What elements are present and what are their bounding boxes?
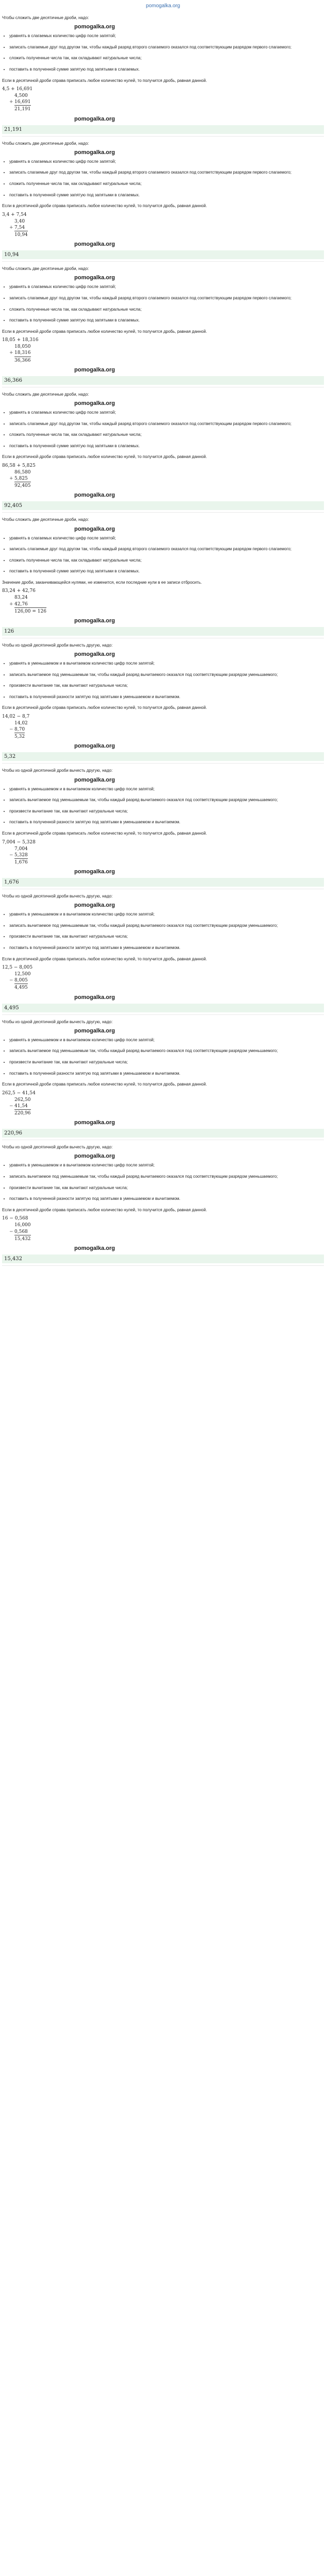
problem-expression: 86,58 + 5,825 [2, 463, 36, 468]
calc-operator: − [9, 978, 13, 984]
calc-operator: + [9, 350, 13, 356]
calc-value: 41,54 [14, 1103, 28, 1109]
problem-expression: 16 − 0,568 [2, 1216, 28, 1222]
problem-expression: 14,02 − 8,7 [2, 714, 30, 720]
rule-intro: Чтобы из одной десятичной дроби вычесть другую, надо: [2, 894, 113, 899]
rule-step: • уравнять в уменьшаемом и в вычитаемом количество цифр после запятой; [9, 1037, 324, 1043]
calc-result: 10,94 [14, 231, 28, 238]
problem-expression: 4,5 + 16,691 [2, 87, 33, 92]
rule-step: • сложить полученные числа так, как складывают натуральные числа; [9, 55, 324, 61]
solution-block [2, 889, 324, 1015]
watermark-text: pomogalka.org [74, 1153, 115, 1160]
column-calculation [9, 344, 324, 363]
rule-step: • уравнять в слагаемых количество цифр после запятой; [9, 33, 324, 39]
calc-result-row [9, 858, 324, 866]
calc-result: 21,191 [14, 105, 31, 112]
calc-operator: − [9, 852, 13, 858]
answer-line: 15,432 [2, 1255, 324, 1263]
calc-row [9, 99, 324, 105]
rule-step: • поставить в полученной сумме запятую под запятыми в слагаемых. [9, 568, 324, 574]
calc-result: 5,32 [14, 733, 25, 740]
rule-step: • произвести вычитание так, как вычитают натуральные числа; [9, 1059, 324, 1065]
rule-intro: Чтобы сложить две десятичные дроби, надо: [2, 15, 89, 20]
answer-line: 21,191 [2, 125, 324, 134]
calc-operator: + [9, 225, 13, 230]
column-calculation [9, 720, 324, 740]
rule-step: • сложить полученные числа так, как складывают натуральные числа; [9, 432, 324, 438]
column-calculation [9, 469, 324, 489]
rule-step: • записать слагаемые друг под другом так, чтобы каждый разряд второго слагаемого оказался под соответствующим разрядом первого слагаемого; [9, 295, 324, 301]
calc-result: 220,96 [14, 1109, 31, 1116]
calc-result: 1,676 [14, 858, 28, 866]
calc-result: 126,00 = 126 [14, 607, 46, 615]
rule-step: • поставить в полученной разности запятую под запятыми в уменьшаемом и вычитаемом. [9, 1196, 324, 1202]
calc-value: 7,004 [14, 846, 28, 852]
rule-step: • уравнять в уменьшаемом и в вычитаемом количество цифр после запятой; [9, 1162, 324, 1168]
answer-line: 5,32 [2, 752, 324, 761]
watermark-text: pomogalka.org [74, 115, 115, 122]
calc-value: 18,050 [14, 344, 31, 350]
problem-expression: 18,05 + 18,316 [2, 337, 39, 343]
watermark-text: pomogalka.org [74, 776, 115, 783]
rule-step: • уравнять в слагаемых количество цифр после запятой; [9, 284, 324, 290]
calc-result: 4,495 [14, 984, 28, 991]
rule-step: • записать вычитаемое под уменьшаемым так, чтобы каждый разряд вычитаемого оказался под соответствующим разрядом уменьшаемого; [9, 797, 324, 803]
calc-operator: − [9, 727, 13, 733]
solution-block [2, 11, 324, 137]
watermark-text: pomogalka.org [74, 1120, 115, 1126]
solution-block [2, 638, 324, 764]
rule-step: • записать слагаемые друг под другом так, чтобы каждый разряд второго слагаемого оказался под соответствующим разрядом первого слагаемого; [9, 170, 324, 176]
problem-expression: 12,5 − 8,005 [2, 965, 33, 971]
calc-value: 8,005 [14, 978, 28, 984]
watermark-text: pomogalka.org [74, 902, 115, 909]
rule-step: • записать слагаемые друг под другом так, чтобы каждый разряд второго слагаемого оказался под соответствующим разрядом первого слагаемого; [9, 421, 324, 427]
rule-step: • записать слагаемые друг под другом так, чтобы каждый разряд второго слагаемого оказался под соответствующим разрядом первого слагаемого; [9, 44, 324, 50]
column-calculation [9, 93, 324, 112]
rule-step: • поставить в полученной разности запятую под запятыми в уменьшаемом и вычитаемом. [9, 694, 324, 700]
calc-value: 86,580 [14, 469, 31, 475]
calc-row [9, 93, 324, 99]
calc-value: 5,328 [14, 852, 28, 858]
watermark-text: pomogalka.org [74, 869, 115, 875]
calc-value: 262,50 [14, 1097, 31, 1103]
calc-row [9, 1103, 324, 1109]
rule-step: • уравнять в уменьшаемом и в вычитаемом количество цифр после запятой; [9, 660, 324, 667]
rule-note: Если в десятичной дроби справа приписать любое количество нулей, то получится дробь, равная данной. [2, 329, 207, 334]
rule-note: Если в десятичной дроби справа приписать любое количество нулей, то получится дробь, равная данной. [2, 705, 207, 710]
rule-step: • уравнять в уменьшаемом и в вычитаемом количество цифр после запятой; [9, 911, 324, 918]
calc-value: 83,24 [14, 595, 28, 601]
rule-step: • поставить в полученной сумме запятую под запятыми в слагаемых. [9, 192, 324, 198]
watermark-text: pomogalka.org [74, 366, 115, 373]
rule-note: Если в десятичной дроби справа приписать любое количество нулей, то получится дробь, равная данной. [2, 1207, 207, 1212]
rule-note: Если в десятичной дроби справа приписать любое количество нулей, то получится дробь, равная данной. [2, 454, 207, 460]
answer-line: 36,366 [2, 376, 324, 385]
calc-operator: − [9, 1103, 13, 1109]
calc-row [9, 218, 324, 225]
rule-intro: Чтобы из одной десятичной дроби вычесть другую, надо: [2, 1145, 113, 1150]
rule-step: • записать слагаемые друг под другом так, чтобы каждый разряд второго слагаемого оказался под соответствующим разрядом первого слагаемого; [9, 546, 324, 552]
rule-note: Если в десятичной дроби справа приписать любое количество нулей, то получится дробь, равная данной. [2, 956, 207, 961]
answer-line: 92,405 [2, 501, 324, 510]
rule-note: Если в десятичной дроби справа приписать любое количество нулей, то получится дробь, равная данной. [2, 831, 207, 836]
problem-expression: 262,5 − 41,54 [2, 1090, 36, 1096]
calc-operator: + [9, 99, 13, 105]
solution-block [2, 387, 324, 513]
calc-result-row [9, 1235, 324, 1242]
calc-row [9, 469, 324, 476]
calc-row [9, 846, 324, 852]
watermark-text: pomogalka.org [74, 526, 115, 532]
calc-row [9, 1097, 324, 1103]
calc-result: 15,432 [14, 1235, 31, 1242]
watermark-text: pomogalka.org [74, 149, 115, 156]
watermark-text: pomogalka.org [74, 275, 115, 281]
rule-steps [2, 786, 324, 825]
solutions-list [2, 11, 324, 1266]
calc-value: 5,825 [14, 476, 28, 482]
rule-step: • произвести вычитание так, как вычитают натуральные числа; [9, 683, 324, 689]
calc-result-row [9, 984, 324, 991]
calc-result-row [9, 607, 324, 615]
solution-block [2, 1140, 324, 1266]
calc-row [9, 1222, 324, 1228]
rule-step: • сложить полученные числа так, как складывают натуральные числа; [9, 181, 324, 187]
answer-line: 1,676 [2, 878, 324, 887]
calc-value: 42,76 [14, 601, 28, 607]
solution-block [2, 764, 324, 889]
calc-value: 4,500 [14, 93, 28, 99]
page [0, 0, 326, 1266]
calc-result-row [9, 105, 324, 112]
calc-result-row [9, 231, 324, 238]
rule-step: • сложить полученные числа так, как складывают натуральные числа; [9, 557, 324, 564]
rule-step: • уравнять в слагаемых количество цифр после запятой; [9, 159, 324, 165]
rule-note: Если в десятичной дроби справа приписать любое количество нулей, то получится дробь, равная данной. [2, 78, 207, 83]
calc-row [9, 720, 324, 726]
column-calculation [9, 1097, 324, 1116]
rule-step: • записать вычитаемое под уменьшаемым так, чтобы каждый разряд вычитаемого оказался под соответствующим разрядом уменьшаемого; [9, 1174, 324, 1180]
calc-row [9, 852, 324, 858]
rule-step: • произвести вычитание так, как вычитают натуральные числа; [9, 934, 324, 940]
watermark-text: pomogalka.org [74, 651, 115, 658]
rule-intro: Чтобы из одной десятичной дроби вычесть другую, надо: [2, 642, 113, 648]
answer-line: 4,495 [2, 1004, 324, 1012]
column-calculation [9, 595, 324, 614]
rule-step: • записать вычитаемое под уменьшаемым так, чтобы каждый разряд вычитаемого оказался под соответствующим разрядом уменьшаемого; [9, 923, 324, 929]
calc-result-row [9, 1109, 324, 1116]
rule-step: • уравнять в слагаемых количество цифр после запятой; [9, 410, 324, 416]
answer-line: 126 [2, 627, 324, 636]
calc-value: 7,54 [14, 225, 25, 230]
rule-intro: Чтобы сложить две десятичные дроби, надо: [2, 141, 89, 146]
calc-value: 3,40 [14, 218, 25, 224]
rule-steps [2, 159, 324, 198]
rule-steps [2, 284, 324, 323]
rule-step: • уравнять в слагаемых количество цифр после запятой; [9, 535, 324, 541]
rule-step: • поставить в полученной сумме запятую под запятыми в слагаемых. [9, 66, 324, 73]
calc-row [9, 601, 324, 607]
problem-expression: 83,24 + 42,76 [2, 588, 36, 594]
rule-note: Если в десятичной дроби справа приписать любое количество нулей, то получится дробь, равная данной. [2, 204, 207, 209]
watermark-text: pomogalka.org [74, 241, 115, 248]
rule-steps [2, 33, 324, 72]
calc-operator: − [9, 1229, 13, 1234]
rule-intro: Чтобы сложить две десятичные дроби, надо: [2, 517, 89, 522]
solution-block [2, 1015, 324, 1141]
solution-block [2, 513, 324, 638]
calc-row [9, 350, 324, 356]
rule-step: • произвести вычитание так, как вычитают натуральные числа; [9, 808, 324, 815]
rule-step: • записать вычитаемое под уменьшаемым так, чтобы каждый разряд вычитаемого оказался под соответствующим разрядом уменьшаемого; [9, 672, 324, 678]
rule-steps [2, 535, 324, 574]
calc-row [9, 225, 324, 231]
site-name[interactable]: pomogalka.org [145, 3, 181, 9]
rule-steps [2, 660, 324, 700]
rule-steps [2, 1162, 324, 1201]
calc-value: 8,70 [14, 727, 25, 733]
calc-value: 18,316 [14, 350, 31, 356]
rule-step: • записать вычитаемое под уменьшаемым так, чтобы каждый разряд вычитаемого оказался под соответствующим разрядом уменьшаемого; [9, 1048, 324, 1054]
rule-step: • произвести вычитание так, как вычитают натуральные числа; [9, 1185, 324, 1191]
calc-row [9, 595, 324, 601]
rule-step: • сложить полученные числа так, как складывают натуральные числа; [9, 307, 324, 313]
rule-steps [2, 1037, 324, 1076]
rule-step: • поставить в полученной разности запятую под запятыми в уменьшаемом и вычитаемом. [9, 945, 324, 951]
calc-result-row [9, 482, 324, 489]
rule-intro: Чтобы из одной десятичной дроби вычесть другую, надо: [2, 768, 113, 773]
rule-intro: Чтобы сложить две десятичные дроби, надо: [2, 266, 89, 272]
watermark-text: pomogalka.org [74, 1027, 115, 1034]
watermark-text: pomogalka.org [74, 492, 115, 499]
watermark-text: pomogalka.org [74, 617, 115, 624]
site-header [2, 0, 324, 11]
calc-result: 92,405 [14, 482, 31, 489]
watermark-text: pomogalka.org [74, 994, 115, 1001]
calc-result-row [9, 733, 324, 740]
watermark-text: pomogalka.org [74, 24, 115, 30]
watermark-text: pomogalka.org [74, 400, 115, 406]
rule-step: • поставить в полученной разности запятую под запятыми в уменьшаемом и вычитаемом. [9, 1071, 324, 1077]
rule-steps [2, 911, 324, 951]
rule-step: • поставить в полученной сумме запятую под запятыми в слагаемых. [9, 443, 324, 449]
calc-row [9, 971, 324, 977]
rule-intro: Чтобы из одной десятичной дроби вычесть другую, надо: [2, 1019, 113, 1024]
watermark-text: pomogalka.org [74, 1245, 115, 1251]
column-calculation [9, 218, 324, 238]
calc-value: 16,000 [14, 1223, 31, 1228]
rule-step: • поставить в полученной разности запятую под запятыми в уменьшаемом и вычитаемом. [9, 819, 324, 825]
calc-value: 0,568 [14, 1229, 28, 1234]
watermark-text: pomogalka.org [74, 743, 115, 750]
calc-operator: + [9, 476, 13, 482]
rule-note: Если в десятичной дроби справа приписать любое количество нулей, то получится дробь, равная данной. [2, 1082, 207, 1087]
calc-result-row [9, 357, 324, 364]
rule-note: Значение дроби, заканчивающейся нулями, не изменится, если последние нули в ее записи отбросить. [2, 580, 202, 585]
calc-row [9, 977, 324, 984]
calc-row [9, 476, 324, 482]
solution-block [2, 262, 324, 387]
column-calculation [9, 846, 324, 866]
calc-operator: + [9, 601, 13, 607]
rule-step: • уравнять в уменьшаемом и в вычитаемом количество цифр после запятой; [9, 786, 324, 792]
calc-row [9, 726, 324, 733]
rule-steps [2, 410, 324, 449]
answer-line: 220,96 [2, 1129, 324, 1138]
solution-block [2, 137, 324, 262]
column-calculation [9, 971, 324, 991]
problem-expression: 3,4 + 7,54 [2, 212, 27, 217]
calc-value: 14,02 [14, 721, 28, 726]
answer-line: 10,94 [2, 250, 324, 259]
column-calculation [9, 1222, 324, 1242]
rule-step: • поставить в полученной сумме запятую под запятыми в слагаемых. [9, 317, 324, 324]
rule-intro: Чтобы сложить две десятичные дроби, надо: [2, 392, 89, 397]
calc-row [9, 1229, 324, 1235]
calc-result: 36,366 [14, 357, 31, 364]
calc-value: 12,500 [14, 972, 31, 977]
calc-value: 16,691 [14, 99, 31, 105]
calc-row [9, 344, 324, 350]
problem-expression: 7,004 − 5,328 [2, 839, 36, 845]
